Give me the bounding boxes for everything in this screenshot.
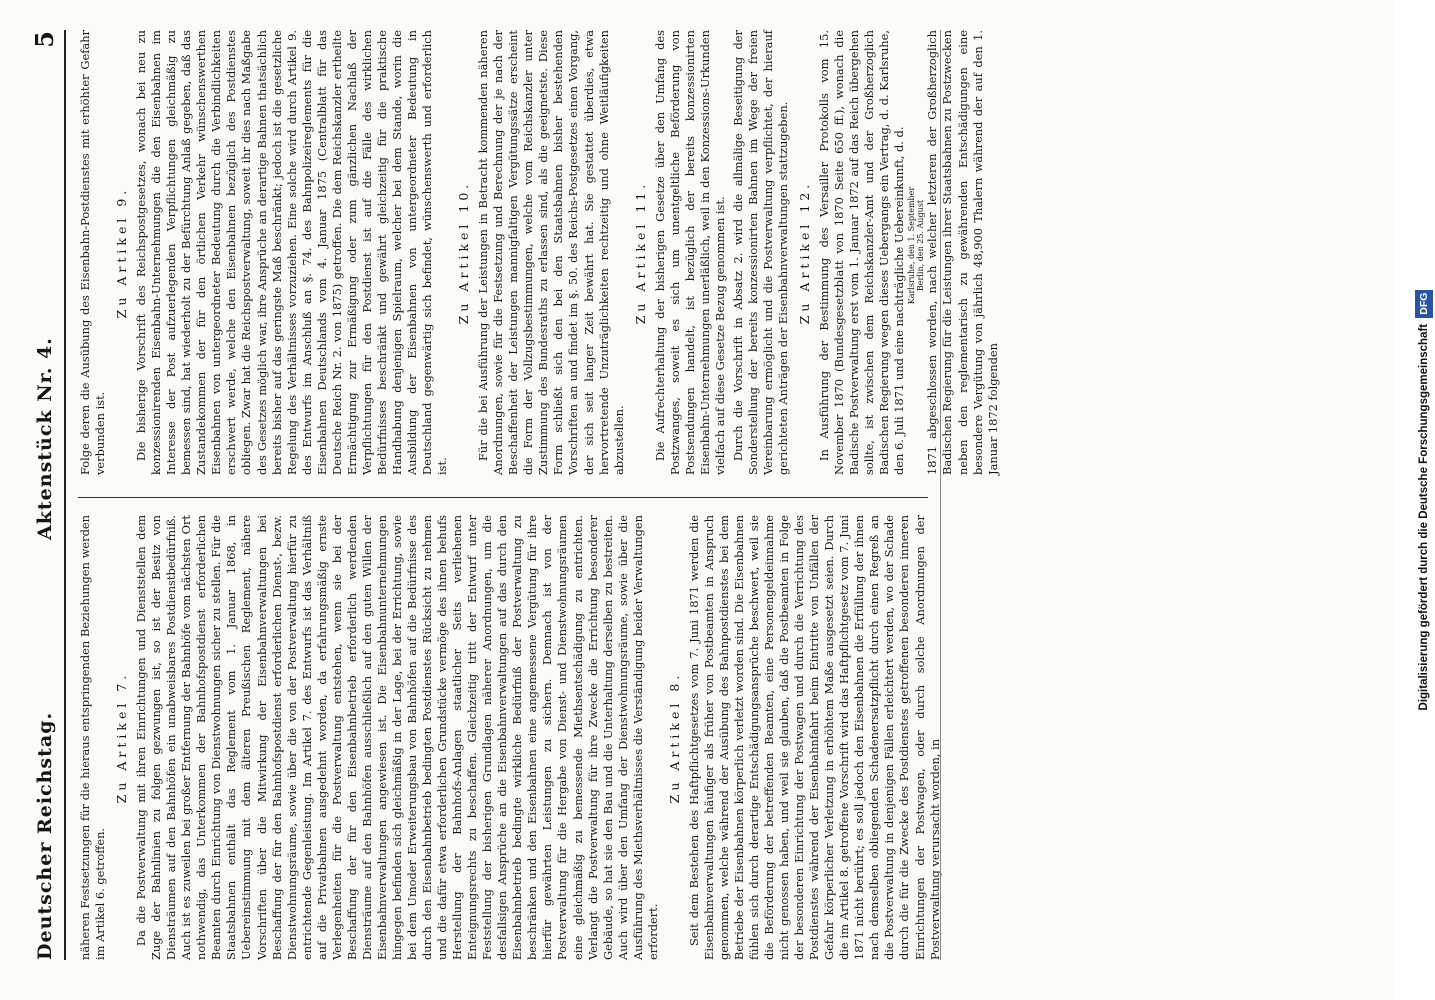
article-9-text: Die bisherige Vorschrift des Reichspostgesetzes, wonach bei neu zu konzessionirenden Eisenbahn-Unternehmungen die den Eisenbahnen im Interesse der Post aufzuerlegenden Verpflichtungen gleichmäßig zu bemessen sind, hat wiederholt zu der Befürchtung Anlaß gegeben, daß das Zustandekommen der für den örtlichen Verkehr wünschenswerthen Eisenbahnen von untergeordneter Bedeutung durch die Verbindlichkeiten erschwert werde, welche den Eisenbahnen bezüglich des Postdienstes obliegen. Zwar hat die Reichspostverwaltung, soweit ihr dies nach Maßgabe des Gesetzes möglich war, ihre Ansprüche an derartige Bahnen thatsächlich bereits bisher auf das geringste Maß beschränkt; jedoch ist die gesetzliche Regelung des Verhältnisses vorzuziehen. Eine solche wird durch Artikel 9. des Entwurfs im Anschluß an §. 74. des Bahnpolizeireglements für die Eisenbahnen Deutschlands vom 4. Januar 1875 (Centralblatt für das Deutsche Reich Nr. 2. von 1875) getroffen. Die dem Reichskanzler ertheilte Ermächtigung zur Ermäßigung oder zum gänzlichen Nachlaß der Verpflichtungen für den Postdienst ist auf die Fälle des wirklichen Bedürfnisses beschränkt und gewährt gleichzeitig für die praktische Handhabung denjenigen Spielraum, welcher bei dem Stande, worin die Ausbildung der Eisenbahnen von untergeordneter Bedeutung in Deutschland gegenwärtig sich befindet, wünschenswerth und erforderlich ist. — [134, 30, 450, 475]
article-12-text-a: In Ausführung der Bestimmung des Versailler Protokolls vom 15. November 1870 (Bundesgesetzblatt von 1870 Seite 650 ff.), wonach die Badische Postverwaltung erst vom 1. Januar 1872 auf das Reich übergehen sollte, ist zwischen dem Reichskanzler-Amt und der Großherzoglich Badischen Regierung wegen dieses Uebergangs ein Vertrag, d. d. Karlsruhe, den 6. Juli 1871 und eine nachträgliche Uebereinkunft, d. d. — [817, 30, 907, 475]
article-11-text: Die Aufrechterhaltung der bisherigen Gesetze über den Umfang des Postzwanges, soweit es sich um unentgeltliche Beförderung von Postsendungen handelt, ist bezüglich der bereits konzessionirten Eisenbahn-Unternehmungen unerläßlich, weil in den Konzessions-Urkunden vielfach auf diese Gesetze Bezug genommen ist. — [652, 30, 727, 475]
right-opening-text: Folge deren die Ausübung des Eisenbahn-Postdienstes mit erhöhter Gefahr verbunden ist. — [78, 30, 108, 475]
left-opening-text: näheren Festsetzungen für die hieraus entspringenden Beziehungen werden im Artikel 6. getroffen. — [78, 515, 108, 960]
article-7-text: Da die Postverwaltung mit ihren Einrichtungen und Dienststellen dem Zuge der Bahnlinien zu folgen gezwungen ist, so ist der Besitz von Diensträumen auf den Bahnhöfen ein unabweisbares Postdienstbedürfniß. Auch ist es zuweilen bei großer Entfernung der Bahnhöfe vom nächsten Ort nothwendig, das Unterkommen der Bahnhofspostdienst erforderlichen Beamten durch Einrichtung von Dienstwohnungen sicher zu stellen. Für die Staatsbahnen enthält das Reglement vom 1. Januar 1868, in Uebereinstimmung mit dem älteren Preußischen Reglement, nähere Vorschriften über die Mitwirkung der Eisenbahnverwaltungen bei Beschaffung der für den Bahnhofspostdienst erforderlichen Dienst-, bezw. Dienstwohnungsräume, sowie über die von der Postverwaltung hierfür zu entrichtende Gegenleistung. Im Artikel 7. des Entwurfs ist das Verhältniß auf die Privatbahnen ausgedehnt worden, da erfahrungsmäßig ernste Verlegenheiten für die Postverwaltung entstehen, wenn sie bei der Beschaffung der für den Eisenbahnbetrieb erforderlich werdenden Diensträume auf den Bahnhöfen ausschließlich auf den guten Willen der Eisenbahnverwaltungen angewiesen ist. Die Eisenbahnunternehmungen hingegen befinden sich gleichmäßig in der Lage, bei der Errichtung, sowie bei dem Umoder Erweiterungsbau von Bahnhöfen auf die Bedürfnisse des durch den Eisenbahnbetrieb bedingten Postdienstes Rücksicht zu nehmen und die dafür etwa erforderlichen Grundstücke vermöge des ihnen behufs Herstellung der Bahnhofs-Anlagen staatlicher Seits verliehenen Enteignungsrechts zu beschaffen. Gleichzeitig tritt der Entwurf unter Feststellung der bisherigen Grundlagen näherer Anordnungen, um die desfallsigen Ansprüche an die Eisenbahnverwaltungen auf das durch den Eisenbahnbetrieb bedingte wirkliche Bedürfniß der Postverwaltung zu beschränken und den Eisenbahnen eine angemessene Vergütung für ihre hierfür gewährten Leistungen zu sichern. Demnach ist von der Postverwaltung für die Hergabe von Dienst- und Dienstwohnungsräumen eine gleichmäßig zu bemessende Miethsentschädigung zu entrichten. Verlangt die Postverwaltung für ihre Zwecke die Errichtung besonderer Gebäude, so hat sie den Bau und die Unterhaltung derselben zu bestreiten. Auch wird über den Umfang der Dienstwohnungsräume, sowie über die Ausführung des Miethsverhältnisses die Verständigung beider Verwaltungen erfordert. — [134, 515, 660, 960]
running-title-center: Aktenstück Nr. 4. — [34, 337, 56, 540]
credit-text: Digitalisierung gefördert durch die Deutsche Forschungsgemeinschaft — [1418, 323, 1430, 711]
article-11-text-2: Durch die Vorschrift in Absatz 2. wird die allmälige Beseitigung der Sonderstellung der bereits konzessionirten Bahnen im Wege der freien Vereinbarung ermöglicht und die Postverwaltung verpflichtet, der hierauf gerichteten Anträgen der Eisenbahnverwaltungen stattzugeben. — [730, 30, 791, 475]
article-12-text — [817, 30, 1001, 475]
running-title-left: Deutscher Reichstag. — [34, 711, 56, 960]
page-bottom-rule — [940, 30, 941, 960]
page-header — [30, 30, 66, 960]
page-number: 5 — [30, 30, 59, 48]
heading-article-10: Zu Artikel 10. — [456, 180, 472, 325]
inserted-date-karlsruhe: Karlsruhe, den 1. September — [907, 186, 917, 305]
right-column — [78, 30, 1000, 475]
digitization-sidebar — [1412, 0, 1432, 1000]
column-divider — [78, 497, 928, 498]
heading-article-9: Zu Artikel 9. — [114, 186, 130, 319]
heading-article-7: Zu Artikel 7. — [114, 671, 130, 804]
heading-article-8: Zu Artikel 8. — [666, 671, 682, 804]
article-10-text: Für die bei Ausführung der Leistungen in Betracht kommenden näheren Anordnungen, sowie für die Festsetzung und Berechnung der je nach der Beschaffenheit der Leistungen mannigfaltigen Vergütungssätze erscheint die Form der Vollzugsbestimmungen, welche vom Reichskanzler unter Zustimmung des Bundesraths zu erlassen sind, als die geeignetste. Diese Form schließt sich den bei den Staatsbahnen bisher bestehenden Vorschriften an und findet im §. 50. des Reichs-Postgesetzes einen Vorgang, der sich seit langer Zeit bewährt hat. Sie gestattet überdies, etwa hervortretende Unzuträglichkeiten rechtzeitig und ohne Weitläufigkeiten abzustellen. — [476, 30, 626, 475]
heading-article-11: Zu Artikel 11. — [632, 180, 648, 325]
article-8-text: Seit dem Bestehen des Haftpflichtgesetzes vom 7. Juni 1871 werden die Eisenbahnverwaltungen häufiger als früher von Postbeamten in Anspruch genommen, welche während der Ausübung des Bahnpostdienstes bei dem Betriebe der Eisenbahnen körperlich verletzt worden sind. Die Eisenbahnen fühlen sich durch derartige Entschädigungsansprüche beschwert, weil sie die Beförderung der betreffenden Beamten, eine Personengeldeinnahme nicht genossen haben, und weil sie glauben, daß die Postbeamten in Folge der besonderen Einrichtung der Postwagen und durch die Verrichtung des Postdienstes während der Eisenbahnfahrt beim Eintritte von Unfällen der Gefahr körperlicher Verletzung in erhöhtem Maße ausgesetzt seien. Durch die im Artikel 8. getroffene Vorschrift wird das Haftpflichtgesetz vom 7. Juni 1871 nicht berührt; es soll jedoch den Eisenbahnen die Erfüllung der ihnen nach demselben obliegenden Schadenersatzpflicht durch einen Regreß an die Postverwaltung in denjenigen Fällen erleichtert werden, wo der Schade durch die für die Zwecke des Postdienstes getroffenen besonderen inneren Einrichtungen der Postwagen, oder durch solche Anordnungen der Postverwaltung verursacht worden, in — [686, 515, 942, 960]
dfg-logo: DFG — [1415, 290, 1433, 318]
article-12-text-b: 1871 abgeschlossen worden, nach welcher letzteren der Großherzoglich Badischen Regierung für die Leistungen ihrer Staatsbahnen zu Postzwecken neben den reglementarisch zu gewährenden Entschädigungen eine besondere Vergütung von jährlich 48,900 Thalern während der auf den 1. Januar 1872 folgenden — [925, 30, 1000, 475]
digitization-credit — [1415, 0, 1435, 1000]
inserted-date-berlin: Berlin, den 25. August — [916, 199, 926, 292]
left-column — [78, 515, 942, 960]
heading-article-12: Zu Artikel 12. — [797, 180, 813, 325]
